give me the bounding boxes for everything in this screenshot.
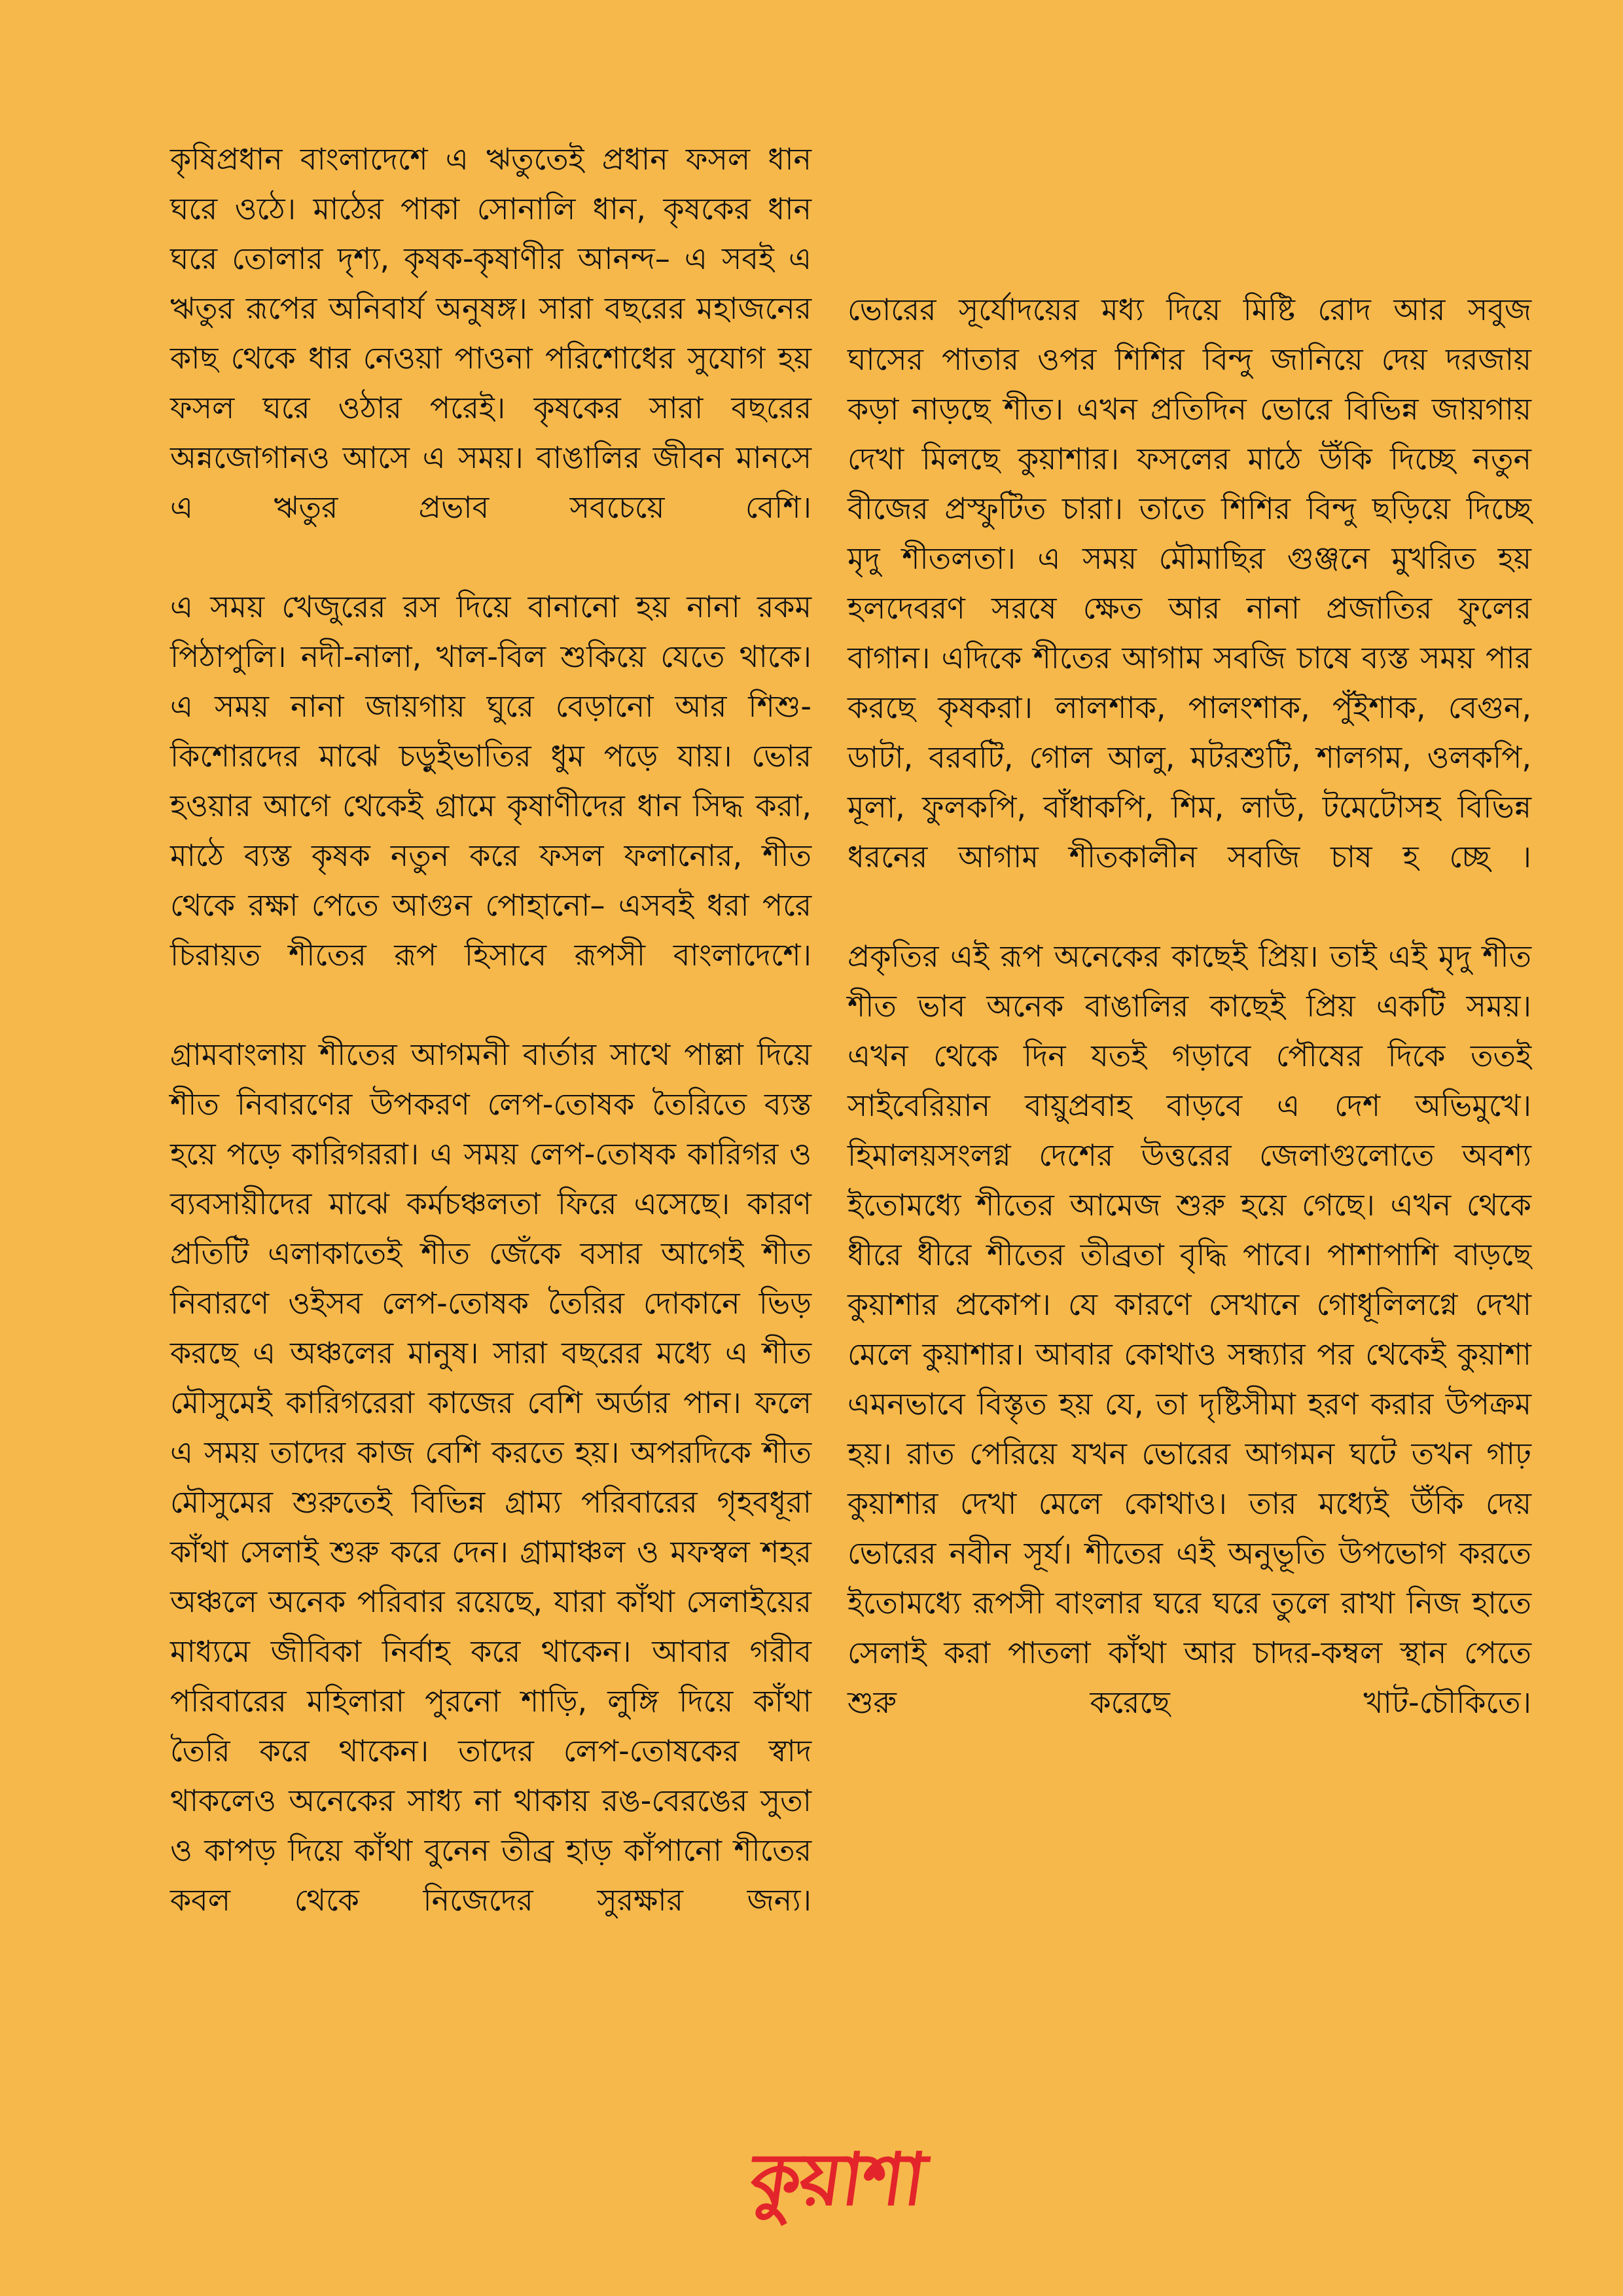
paragraph: ভোরের সূর্যোদয়ের মধ্য দিয়ে মিষ্টি রোদ আর সবুজ ঘাসের পাতার ওপর শিশির বিন্দু জানিয়ে দেয় দরজায় কড়া নাড়ছে শীত। এখন প্রতিদিন ভোরে বিভিন্ন জায়গায় দেখা মিলছে কুয়াশার। ফসলের মাঠে উঁকি দিচ্ছে নতুন বীজের প্রস্ফুটিত চারা। তাতে শিশির বিন্দু ছড়িয়ে দিচ্ছে মৃদু শীতলতা। এ সময় মৌমাছির গুঞ্জনে মুখরিত হয় হলদেবরণ সরষে ক্ষেত আর নানা প্রজাতির ফুলের বাগান। এদিকে শীতের আগাম সবজি চাষে ব্যস্ত সময় পার করছে কৃষকরা। লালশাক, পালংশাক, পুঁইশাক, বেগুন, ডাটা, বরবটি, গোল আলু, মটরশুটি, শালগম, ওলকপি, মূলা, ফুলকপি, বাঁধাকপি, শিম, লাউ, টমেটোসহ বিভিন্ন ধরনের আগাম শীতকালীন সবজি চাষ হ চ্ছে । [847,292,1531,874]
left-column [170,134,812,1925]
right-column [847,285,1531,1727]
paragraph: গ্রামবাংলায় শীতের আগমনী বার্তার সাথে পাল্লা দিয়ে শীত নিবারণের উপকরণ লেপ-তোষক তৈরিতে ব্যস্ত হয়ে পড়ে কারিগররা। এ সময় লেপ-তোষক কারিগর ও ব্যবসায়ীদের মাঝে কর্মচঞ্চলতা ফিরে এসেছে। কারণ প্রতিটি এলাকাতেই শীত জেঁকে বসার আগেই শীত নিবারণে ওইসব লেপ-তোষক তৈরির দোকানে ভিড় করছে এ অঞ্চলের মানুষ। সারা বছরের মধ্যে এ শীত মৌসুমেই কারিগরেরা কাজের বেশি অর্ডার পান। ফলে এ সময় তাদের কাজ বেশি করতে হয়। অপরদিকে শীত মৌসুমের শুরুতেই বিভিন্ন গ্রাম্য পরিবারের গৃহবধূরা কাঁথা সেলাই শুরু করে দেন। গ্রামাঞ্চল ও মফস্বল শহর অঞ্চলে অনেক পরিবার রয়েছে, যারা কাঁথা সেলাইয়ের মাধ্যমে জীবিকা নির্বাহ করে থাকেন। আবার গরীব পরিবারের মহিলারা পুরনো শাড়ি, লুঙ্গি দিয়ে কাঁথা তৈরি করে থাকেন। তাদের লেপ-তোষকের স্বাদ থাকলেও অনেকের সাধ্য না থাকায় রঙ-বেরঙের সুতা ও কাপড় দিয়ে কাঁথা বুনেন তীব্র হাড় কাঁপানো শীতের কবল থেকে নিজেদের সুরক্ষার জন্য। [170,1037,812,1918]
paragraph: এ সময় খেজুরের রস দিয়ে বানানো হয় নানা রকম পিঠাপুলি। নদী-নালা, খাল-বিল শুকিয়ে যেতে থাকে। এ সময় নানা জায়গায় ঘুরে বেড়ানো আর শিশু-কিশোরদের মাঝে চড়ুইভাতির ধুম পড়ে যায়। ভোর হওয়ার আগে থেকেই গ্রামে কৃষাণীদের ধান সিদ্ধ করা, মাঠে ব্যস্ত কৃষক নতুন করে ফসল ফলানোর, শীত থেকে রক্ষা পেতে আগুন পোহানো– এসবই ধরা পরে চিরায়ত শীতের রূপ হিসাবে রূপসী বাংলাদেশে। [170,589,812,973]
paragraph: কৃষিপ্রধান বাংলাদেশে এ ঋতুতেই প্রধান ফসল ধান ঘরে ওঠে। মাঠের পাকা সোনালি ধান, কৃষকের ধান ঘরে তোলার দৃশ্য, কৃষক-কৃষাণীর আনন্দ– এ সবই এ ঋতুর রূপের অনিবার্য অনুষঙ্গ। সারা বছরের মহাজনের কাছ থেকে ধার নেওয়া পাওনা পরিশোধের সুযোগ হয় ফসল ঘরে ওঠার পরেই। কৃষকের সারা বছরের অন্নজোগানও আসে এ সময়। বাঙালির জীবন মানসে এ ঋতুর প্রভাব সবচেয়ে বেশি। [170,141,812,525]
paragraph: প্রকৃতির এই রূপ অনেকের কাছেই প্রিয়। তাই এই মৃদু শীত শীত ভাব অনেক বাঙালির কাছেই প্রিয় একটি সময়। এখন থেকে দিন যতই গড়াবে পৌষের দিকে ততই সাইবেরিয়ান বায়ুপ্রবাহ বাড়বে এ দেশ অভিমুখে। হিমালয়সংলগ্ন দেশের উত্তরের জেলাগুলোতে অবশ্য ইতোমধ্যে শীতের আমেজ শুরু হয়ে গেছে। এখন থেকে ধীরে ধীরে শীতের তীব্রতা বৃদ্ধি পাবে। পাশাপাশি বাড়ছে কুয়াশার প্রকোপ। যে কারণে সেখানে গোধূলিলগ্নে দেখা মেলে কুয়াশার। আবার কোথাও সন্ধ্যার পর থেকেই কুয়াশা এমনভাবে বিস্তৃত হয় যে, তা দৃষ্টিসীমা হরণ করার উপক্রম হয়। রাত পেরিয়ে যখন ভোরের আগমন ঘটে তখন গাঢ় কুয়াশার দেখা মেলে কোথাও। তার মধ্যেই উঁকি দেয় ভোরের নবীন সূর্য। শীতের এই অনুভূতি উপভোগ করতে ইতোমধ্যে রূপসী বাংলার ঘরে ঘরে তুলে রাখা নিজ হাতে সেলাই করা পাতলা কাঁথা আর চাদর-কম্বল স্থান পেতে শুরু করেছে খাট-চৌকিতে। [847,939,1531,1720]
kuasha-logo: কুয়াশা [745,2138,931,2221]
